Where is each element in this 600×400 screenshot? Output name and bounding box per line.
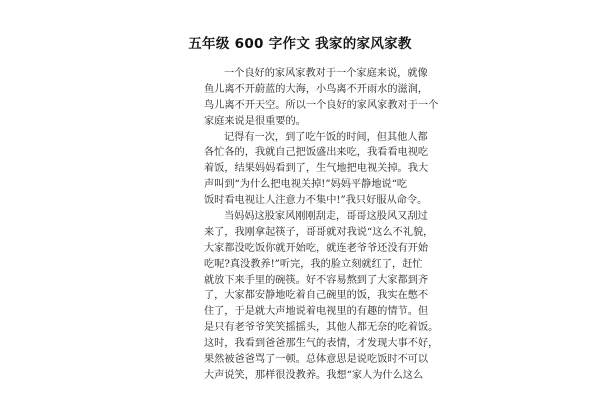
text-line: 鱼儿离不开蔚蓝的大海，小鸟离不开雨水的滋润，	[204, 83, 429, 95]
text-line: 是只有老爷爷笑笑摇摇头，其他人都无奈的吃着饭。	[204, 322, 439, 334]
text-line: 记得有一次，到了吃午饭的时间，但其他人都	[224, 131, 428, 143]
text-line: 家庭来说是很重要的。	[204, 115, 306, 127]
text-line: 大声说笑，那样很没教养。我想“家人为什么这么	[204, 369, 424, 381]
essay-body	[204, 66, 439, 384]
text-line: 鸟儿离不开天空。所以一个良好的家风家教对于一个	[204, 99, 439, 111]
text-line: 当妈妈这股家风刚刚刮走，哥哥这股风又刮过	[224, 211, 428, 223]
document-title: 五年级 600 字作文 我家的家风家教	[188, 36, 412, 52]
text-line: 着饭，结果妈妈看到了，生气地把电视关掉。我大	[204, 163, 429, 175]
text-line: 来了，我刚拿起筷子，哥哥就对我说“这么不礼貌，	[204, 226, 434, 238]
text-line: 果然被爸爸骂了一顿。总体意思是说吃饭时不可以	[204, 354, 429, 366]
text-line: 大家都没吃饭你就开始吃，就连老爷爷还没有开始	[204, 242, 429, 254]
text-line: 一个良好的家风家教对于一个家庭来说，就像	[224, 68, 428, 79]
text-line: 声叫到“为什么把电视关掉!”妈妈平静地说“吃	[204, 179, 408, 191]
text-line: 就放下来手里的碗筷。好不容易熬到了大家都到齐	[204, 274, 429, 286]
text-line: 饭时看电视让人注意力不集中!”我只好服从命令。	[204, 195, 428, 207]
text-line: 吃呢?真没教养!”听完，我的脸立刻就红了，赶忙	[204, 258, 423, 270]
text-line: 住了，于是就大声地说着电视里的有趣的情节。但	[204, 306, 429, 318]
text-line: 了，大家都安静地吃着自己碗里的饭，我实在憋不	[204, 290, 429, 302]
text-line: 这时，我看到爸爸那生气的表情，才发现大事不好，	[204, 338, 439, 350]
text-line: 各忙各的，我就自己把饭盛出来吃，我看看电视吃	[204, 147, 429, 159]
